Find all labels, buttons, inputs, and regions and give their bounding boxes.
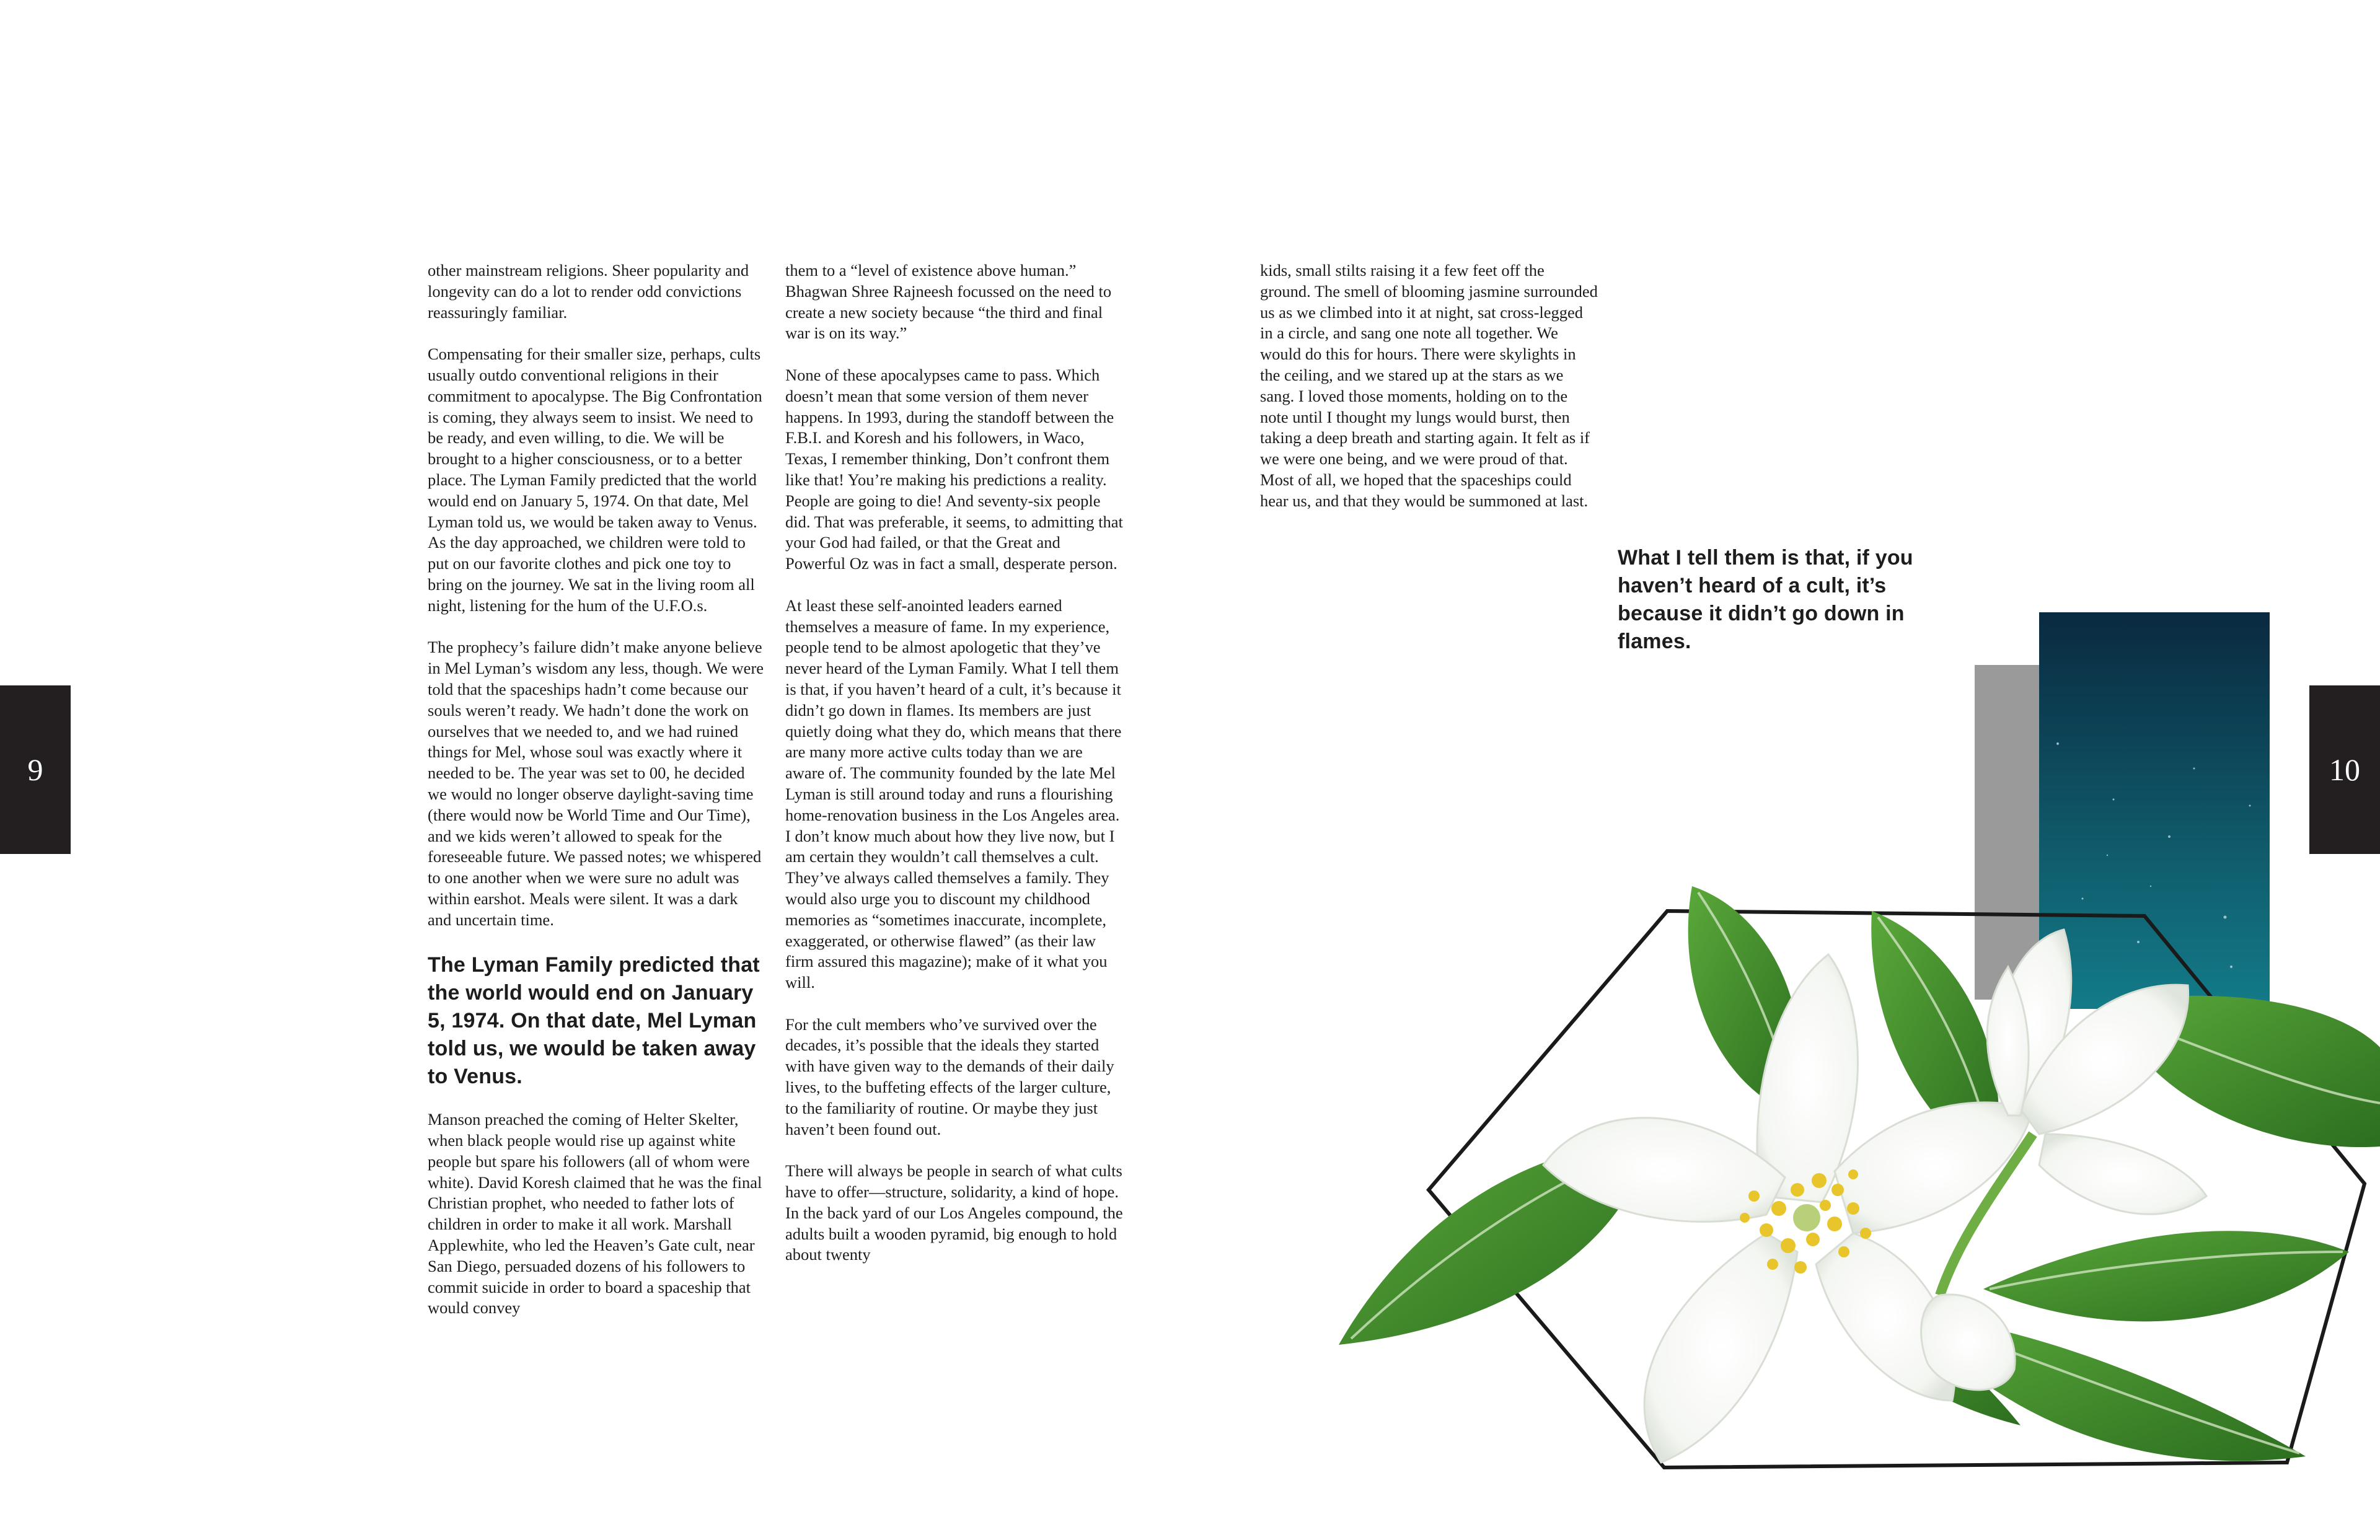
pull-quote-right: What I tell them is that, if you haven’t heard of a cult, it’s because it didn’t go down in flames. [1618, 546, 1913, 653]
jasmine-illustration [1333, 607, 2380, 1487]
paragraph: None of these apocalypses came to pass. Which doesn’t mean that some version of them never happens. In 1993, during the standoff between the F.B.I. and Koresh and his followers, in Waco, Texas, I remember thinking, Don’t confront them like that! You’re making his predictions a reality. People are going to die! And seventy-six people did. That was preferable, it seems, to admitting that your God had failed, or that the Great and Powerful Oz was in fact a small, desperate person. [785, 365, 1123, 573]
page-number-left: 9 [27, 752, 43, 787]
page-number-tab-left [0, 685, 71, 854]
paragraph: The prophecy’s failure didn’t make anyone believe in Mel Lyman’s wisdom any less, though. We were told that the spaceships hadn’t come because our souls weren’t ready. We hadn’t done the work on ourselves that we needed to, and we had ruined things for Mel, whose soul was exactly where it needed to be. The year was set to 00, he decided we would no longer observe daylight-saving time (there would now be World Time and Our Time), and we kids weren’t allowed to speak for the foreseeable future. We passed notes; we whispered to one another when we were sure no adult was within earshot. Meals were silent. It was a dark and uncertain time. [428, 638, 764, 929]
page-number-right: 10 [2329, 752, 2360, 787]
text-column-1 [428, 260, 765, 1319]
paragraph: Manson preached the coming of Helter Skelter, when black people would rise up against white people but spare his followers (all of whom were white). David Koresh claimed that he was the final Christian prophet, who needed to father lots of children in order to make it all work. Marshall Applewhite, who led the Heaven’s Gate cult, near San Diego, persuaded dozens of his followers to commit suicide in order to board a spaceship that would convey [428, 1110, 762, 1318]
paragraph: Compensating for their smaller size, perhaps, cults usually outdo conventional religions in their commitment to apocalypse. The Big Confrontation is coming, they always seem to insist. We need to be ready, and even willing, to die. We will be brought to a higher consciousness, or to a better place. The Lyman Family predicted that the world would end on January 5, 1974. On that date, Mel Lyman told us, we would be taken away to Venus. As the day approached, we children were told to put on our favorite clothes and pick one toy to bring on the journey. We sat in the living room all night, listening for the hum of the U.F.O.s. [428, 345, 762, 615]
paragraph: kids, small stilts raising it a few feet off the ground. The smell of blooming jasmine surrounded us as we climbed into it at night, sat cross-legged in a circle, and sang one note all together. We would do this for hours. There were skylights in the ceiling, and we stared up at the stars as we sang. I loved those moments, holding on to the note until I thought my lungs would burst, then taking a deep breath and starting again. It felt as if we were one being, and we were proud of that. Most of all, we hoped that the spaceships could hear us, and that they would be summoned at last. [1260, 261, 1598, 510]
paragraph: For the cult members who’ve survived over the decades, it’s possible that the ideals they started with have given way to the demands of their daily lives, to the buffeting effects of the larger culture, to the familiarity of routine. Or maybe they just haven’t been found out. [785, 1014, 1114, 1138]
paragraph: There will always be people in search of what cults have to offer—structure, solidarity, a kind of hope. In the back yard of our Los Angeles compound, the adults built a wooden pyramid, big enough to hold about twenty [785, 1161, 1123, 1264]
text-column-3 [1260, 260, 1598, 512]
text-column-2 [785, 260, 1123, 1265]
paragraph: other mainstream religions. Sheer popularity and longevity can do a lot to render odd convictions reassuringly familiar. [428, 261, 749, 322]
night-sky-panel [2039, 612, 2270, 1009]
flower-center [1793, 1204, 1820, 1231]
paragraph: At least these self-anointed leaders earned themselves a measure of fame. In my experience, people tend to be almost apologetic that they’ve never heard of the Lyman Family. What I tell them is that, if you haven’t heard of a cult, it’s because it didn’t go down in flames. Its members are just quietly doing what they do, which means that there are many more active cults today than we are aware of. The community founded by the late Mel Lyman is still around today and runs a flourishing home-renovation business in the Los Angeles area. I don’t know much about how they live now, but I am certain they wouldn’t call themselves a cult. They’ve always called themselves a family. They would also urge you to discount my childhood memories as “sometimes inaccurate, incomplete, exaggerated, or otherwise flawed” (as their law firm assured this magazine); make of it what you will. [785, 596, 1122, 992]
paragraph: them to a “level of existence above human.” Bhagwan Shree Rajneesh focussed on the need to create a new society because “the third and final war is on its way.” [785, 261, 1112, 343]
pull-quote-left: The Lyman Family predicted that the world would end on January 5, 1974. On that date, Mel Lyman told us, we would be taken away to Venus. [428, 953, 760, 1089]
